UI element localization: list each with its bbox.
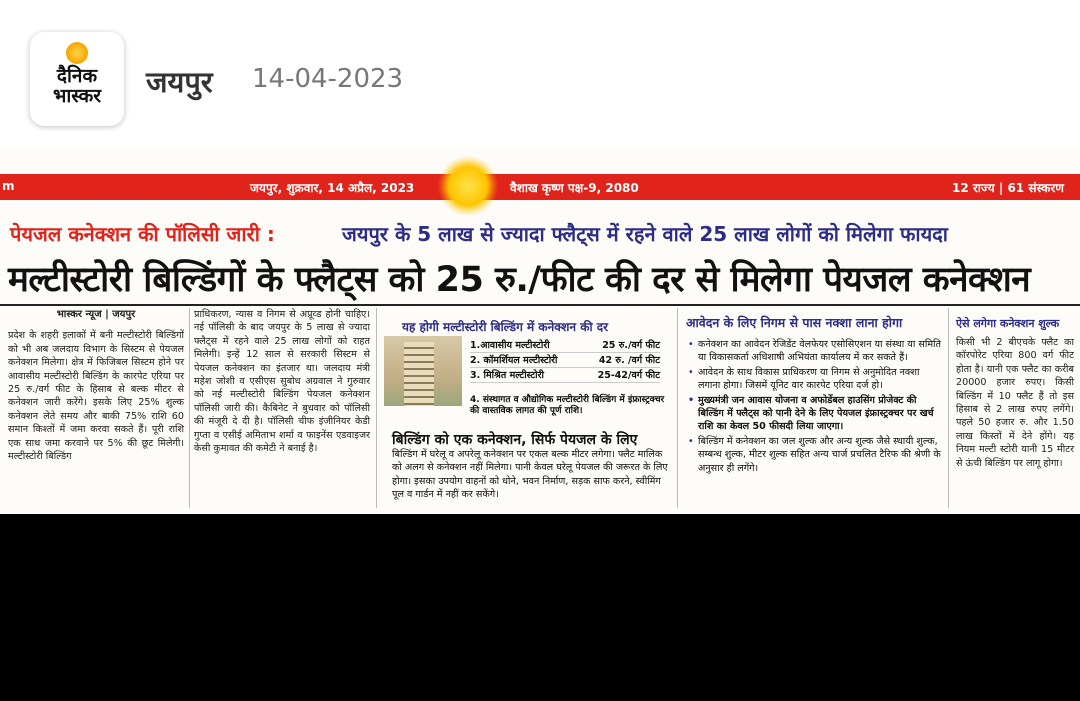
rates-box-title: यह होगी मल्टीस्टोरी बिल्डिंग में कनेक्शन की दर [402, 320, 609, 334]
article-column-2 [194, 308, 370, 455]
edition-city: जयपुर [146, 65, 213, 99]
masthead-date-line: जयपुर, शुक्रवार, 14 अप्रैल, 2023 [250, 181, 415, 195]
newspaper-clipping [0, 148, 1080, 514]
dainik-bhaskar-logo[interactable] [30, 32, 124, 126]
apply-list-item: • आवेदन के साथ विकास प्राधिकरण या निगम से अनुमोदित नक्शा लगाना होगा। जिसमें यूनिट वार कारपेट एरिया दर्ज हो। [688, 366, 942, 393]
apply-list-item: • बिल्डिंग में कनेक्शन का जल शुल्क और अन्य शुल्क जैसे स्थायी शुल्क, सम्बन्ध शुल्क, मीटर शुल्क सहित अन्य चार्ज प्रचलित टैरिफ की श्रेणी के अनुसार ही लगेंगे। [688, 435, 942, 475]
apply-box-title: आवेदन के लिए निगम से पास नक्शा लाना होगा [686, 315, 903, 330]
masthead-left-mark: m [2, 179, 15, 193]
column-divider [376, 308, 377, 508]
kicker: पेयजल कनेक्शन की पॉलिसी जारी : [10, 222, 275, 246]
column-2-text: प्राधिकरण, न्यास व निगम से अप्रूव्ड होनी चाहिए। नई पॉलिसी के बाद जयपुर के 5 लाख से ज्यादा फ्लैट्स में रहने वाले 25 लाख लोगों को राहत मिलेगी। इन्हें 12 साल से सरकारी सिस्टम से पेयजल कनेक्शन का इंतजार था। जलदाय मंत्री महेश जोशी व एसीएस सुबोध अग्रवाल ने गुरुवार को नई मल्टीस्टोरी बिल्डिंग पेयजल कनेक्शन पॉलिसी जारी की। कैबिनेट ने बुधवार को पॉलिसी की मंजूरी दे दी है। पॉलिसी चीफ इंजीनियर केडी गुप्ता व एसीई अमिताभ शर्मा व फाइनेंस एडवाइजर केसी कुमावत की कमेटी ने बनाई है। [194, 309, 370, 455]
building-photo [384, 336, 462, 406]
share-header [0, 0, 1080, 148]
masthead-hindu-date: वैशाख कृष्ण पक्ष-9, 2080 [510, 181, 639, 195]
rate-row: 2. कॉमर्शियल मल्टीस्टोरी 42 रु. /वर्ग फीट [470, 355, 660, 366]
article-column-1 [8, 308, 184, 463]
headline-rule [0, 304, 1080, 306]
rate-row: 3. मिश्रित मल्टीस्टोरी 25-42/वर्ग फीट [470, 370, 660, 381]
column-1-text: प्रदेश के शहरी इलाकों में बनी मल्टीस्टोरी बिल्डिंगों को भी अब जलदाय विभाग के सिस्टम से पेयजल कनेक्शन मिलेगा। क्षेत्र में फिजिबल सिस्टम होने पर आवासीय मल्टीस्टोरी बिल्डिंग के कारपेट एरिया पर 25 रु./वर्ग फीट के हिसाब से बल्क मीटर से कनेक्शन जारी करेंगे। इसके लिए 25% शुल्क कनेक्शन लेते समय और बाकी 75% राशि 60 समान किश्तों में जमा करवा सकते हैं। पूरी राशि एक साथ जमा करवाने पर 5% की छूट मिलेगी। मल्टीस्टोरी बिल्डिंग [8, 330, 184, 463]
subheadline: जयपुर के 5 लाख से ज्यादा फ्लैट्स में रहने वाले 25 लाख लोगों को मिलेगा फायदा [342, 222, 948, 246]
rates-note: 4. संस्थागत व औद्योगिक मल्टीस्टोरी बिल्डिंग में इंफ्रास्ट्रक्चर की वास्तविक लागत की पूर्ण राशि। [470, 395, 665, 416]
masthead-editions: 12 राज्य | 61 संस्करण [952, 181, 1064, 195]
single-connection-text: बिल्डिंग में घरेलू व अपरेलू कनेक्शन पर एकल बल्क मीटर लगेगा। फ्लैट मालिक को अलग से कनेक्शन नहीं मिलेगा। पानी केवल घरेलू पेयजल की जरूरत के लिए होगा। इसका उपयोग वाहनों को धोने, भवन निर्माण, सड़क साफ करने, स्वीमिंग पूल व गार्डन में नहीं कर सकेंगे। [392, 449, 668, 501]
apply-list-item: • कनेक्शन का आवेदन रेजिडेंट वेलफेयर एसोसिएशन या संस्था या समिति या विकासकर्ता अधिशाषी अभियंता कार्यालय में कर सकते हैं। [688, 338, 942, 365]
sun-icon [66, 42, 88, 64]
column-divider [189, 308, 190, 508]
byline: भास्कर न्यूज | जयपुर [56, 309, 136, 320]
fee-box-title: ऐसे लगेगा कनेक्शन शुल्क [956, 317, 1060, 330]
rate-row: 1.आवासीय मल्टीस्टोरी 25 रु./वर्ग फीट [470, 340, 660, 351]
single-connection-title: बिल्डिंग को एक कनेक्शन, सिर्फ पेयजल के लिए [392, 432, 638, 448]
rates-table [470, 338, 660, 383]
masthead-sun-icon [438, 156, 498, 216]
fee-box-text: किसी भी 2 बीएचके फ्लैट का कॉरपोरेट एरिया 800 वर्ग फीट होता है। यानी एक फ्लैट का करीब 20000 हजार रुपए। किसी बिल्डिंग में 10 फ्लैट हैं तो इस हिसाब से 2 लाख रुपए लगेंगे। पहले 50 हजार रु. और 1.50 लाख किस्तों में देने होंगे। यह नियम मल्टी स्टोरी यानी 15 मीटर से ऊंची बिल्डिंग पर लागू होगा। [956, 337, 1074, 469]
headline: मल्टीस्टोरी बिल्डिंगों के फ्लैट्स को 25 रु./फीट की दर से मिलेगा पेयजल कनेक्शन [8, 260, 1031, 300]
column-divider [948, 308, 949, 508]
apply-list-item: • मुख्यमंत्री जन आवास योजना व अफोर्डेबल हाउसिंग प्रोजेक्ट की बिल्डिंग में फ्लैट्स को पानी देने के लिए पेयजल इंफ्रास्ट्रक्चर पर खर्च राशि का केवल 50 फीसदी लिया जाएगा। [688, 394, 942, 434]
column-divider [677, 308, 678, 508]
masthead-bar [0, 174, 1080, 200]
logo-text: दैनिक भास्कर [52, 65, 102, 107]
edition-date: 14-04-2023 [252, 64, 404, 94]
apply-list [688, 338, 942, 476]
